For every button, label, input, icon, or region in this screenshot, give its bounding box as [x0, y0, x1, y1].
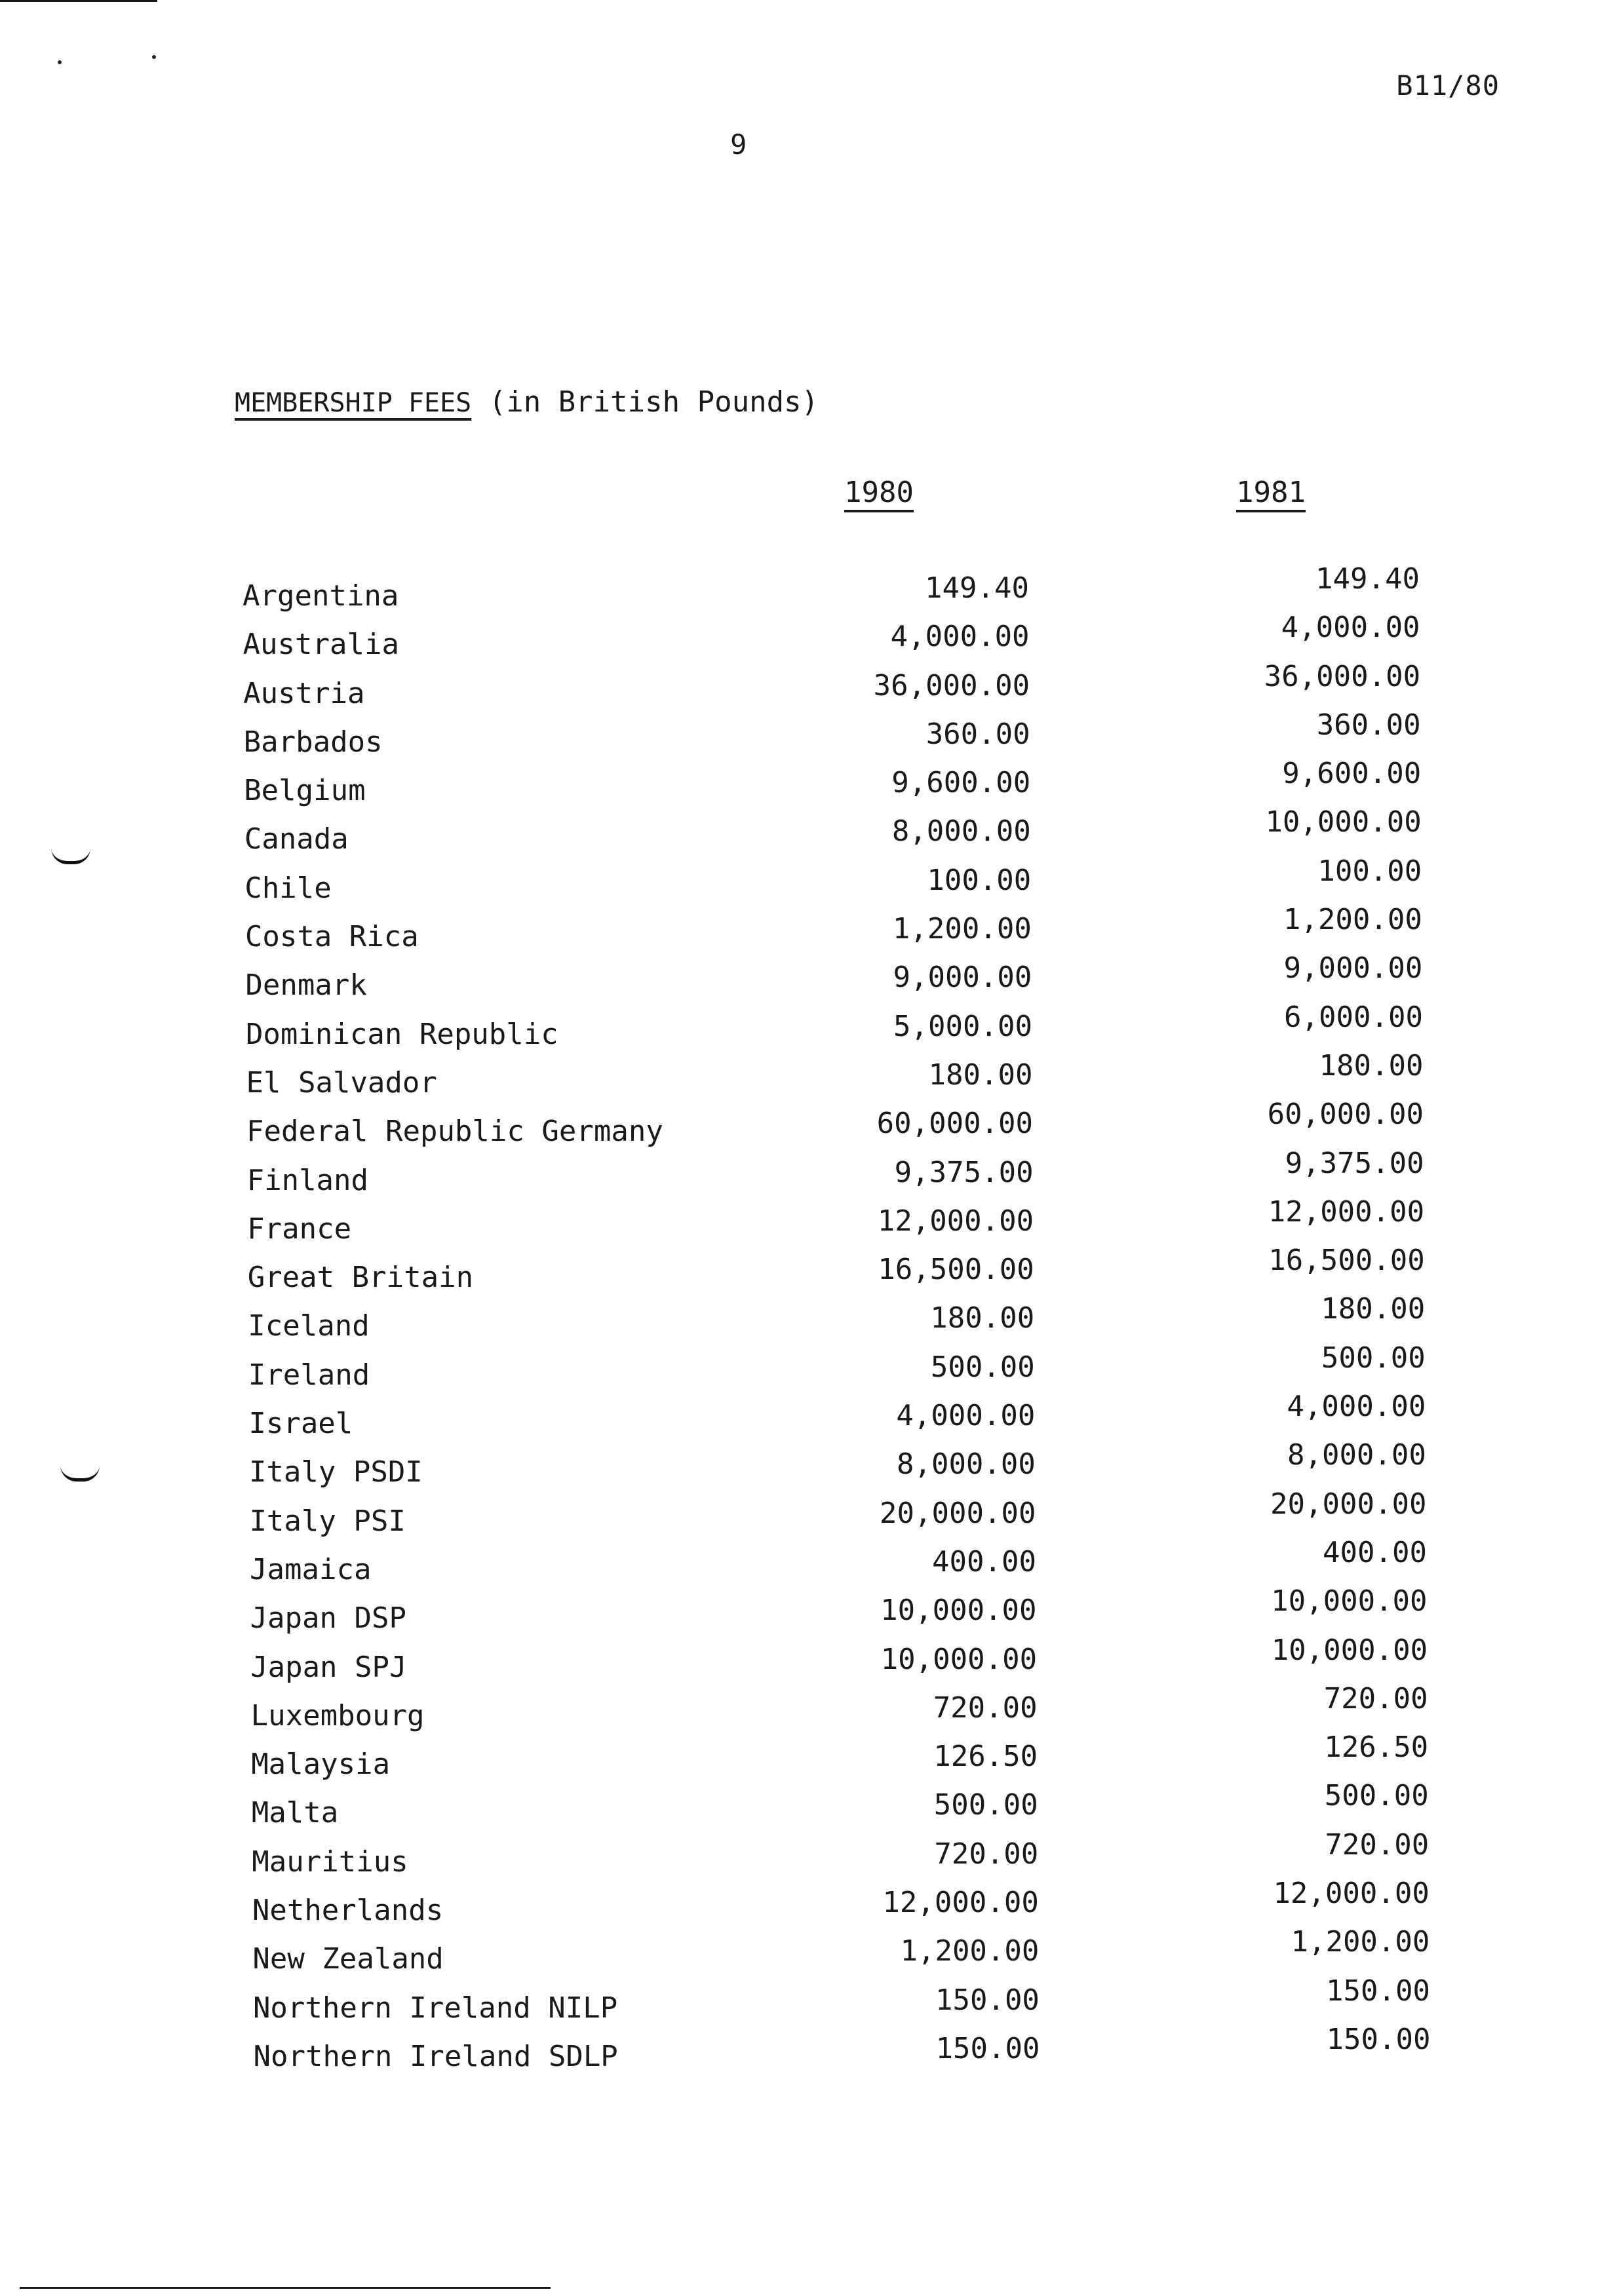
fee-1980: 60,000.00 — [876, 1107, 1034, 1141]
table-heading — [235, 385, 819, 419]
fee-1981: 1,200.00 — [1283, 903, 1422, 937]
fee-1980: 180.00 — [930, 1301, 1035, 1335]
fee-1980: 36,000.00 — [873, 668, 1030, 702]
fee-1980: 10,000.00 — [880, 1642, 1038, 1676]
fee-1980: 500.00 — [930, 1350, 1035, 1384]
country-name: Israel — [248, 1407, 353, 1441]
fee-1981: 720.00 — [1325, 1827, 1430, 1862]
fee-1981: 9,600.00 — [1282, 757, 1422, 791]
heading-title: MEMBERSHIP FEES — [235, 388, 472, 418]
fee-1980: 360.00 — [925, 717, 1030, 751]
fee-1980: 150.00 — [935, 1983, 1040, 2017]
fee-1980: 1,200.00 — [900, 1934, 1040, 1968]
column-header-1981: 1981 — [1236, 476, 1306, 509]
fee-1980: 8,000.00 — [891, 814, 1031, 849]
document-reference: B11/80 — [1396, 69, 1500, 102]
fee-1981: 360.00 — [1316, 708, 1421, 742]
country-name: Italy PSDI — [248, 1455, 423, 1489]
country-name: Costa Rica — [244, 920, 419, 954]
country-name: Federal Republic Germany — [246, 1115, 663, 1149]
scan-speck — [58, 60, 62, 64]
country-name: El Salvador — [246, 1065, 437, 1100]
fee-1981: 720.00 — [1323, 1681, 1428, 1715]
fee-1981: 20,000.00 — [1270, 1487, 1427, 1521]
fee-1981: 180.00 — [1319, 1048, 1424, 1082]
fee-1981: 500.00 — [1324, 1779, 1429, 1813]
scan-edge-top — [0, 0, 157, 2]
fee-1980: 5,000.00 — [893, 1009, 1032, 1043]
country-name: Malta — [251, 1796, 339, 1830]
fee-1980: 400.00 — [932, 1544, 1036, 1578]
country-name: Denmark — [245, 968, 367, 1003]
country-name: Belgium — [244, 774, 366, 808]
fee-1980: 10,000.00 — [880, 1594, 1037, 1628]
country-name: Finland — [246, 1163, 369, 1197]
country-name: Japan SPJ — [250, 1650, 407, 1684]
country-name: Northern Ireland SDLP — [253, 2039, 618, 2073]
country-name: Ireland — [248, 1358, 370, 1392]
fee-1980: 149.40 — [925, 571, 1029, 605]
fee-1980: 12,000.00 — [877, 1204, 1034, 1238]
fee-1980: 16,500.00 — [878, 1253, 1034, 1287]
fee-1980: 100.00 — [927, 863, 1032, 897]
fee-1981: 6,000.00 — [1284, 1000, 1423, 1034]
fee-1980: 9,600.00 — [891, 766, 1031, 800]
country-name: Italy PSI — [249, 1504, 406, 1538]
fee-1981: 1,200.00 — [1291, 1925, 1430, 1959]
fee-1981: 9,000.00 — [1283, 951, 1423, 985]
fee-1980: 150.00 — [935, 2031, 1040, 2065]
country-name: Australia — [243, 628, 399, 662]
country-name: Luxembourg — [250, 1698, 425, 1732]
country-name: Canada — [244, 822, 349, 856]
fee-1981: 4,000.00 — [1281, 611, 1420, 645]
fee-1980: 720.00 — [933, 1691, 1038, 1725]
fee-1980: 12,000.00 — [882, 1886, 1039, 1920]
country-name: Mauritius — [252, 1845, 408, 1879]
fee-1981: 10,000.00 — [1265, 805, 1422, 839]
scan-edge-bottom — [20, 2287, 551, 2289]
country-name: France — [247, 1212, 352, 1246]
fee-1980: 126.50 — [933, 1740, 1038, 1774]
fee-1981: 500.00 — [1321, 1341, 1426, 1375]
country-name: Netherlands — [252, 1894, 444, 1928]
fee-1981: 4,000.00 — [1287, 1390, 1426, 1424]
fee-1981: 10,000.00 — [1271, 1633, 1428, 1667]
fee-1981: 16,500.00 — [1268, 1244, 1425, 1278]
fee-1981: 150.00 — [1326, 2022, 1431, 2056]
fee-1981: 12,000.00 — [1273, 1877, 1430, 1911]
fee-1981: 12,000.00 — [1268, 1195, 1425, 1229]
country-name: Iceland — [248, 1309, 370, 1343]
fee-1981: 60,000.00 — [1267, 1098, 1424, 1132]
country-name: Jamaica — [250, 1552, 372, 1586]
country-name: New Zealand — [252, 1942, 444, 1976]
fee-1981: 149.40 — [1315, 562, 1420, 596]
fees-table — [243, 562, 1431, 2080]
country-name: Austria — [243, 676, 365, 710]
column-header-1980: 1980 — [844, 476, 914, 509]
country-name: Barbados — [243, 725, 383, 759]
fee-1980: 20,000.00 — [880, 1496, 1036, 1530]
punch-hole-mark — [51, 848, 90, 864]
fee-1981: 126.50 — [1324, 1731, 1429, 1765]
country-name: Northern Ireland NILP — [252, 1991, 618, 2025]
scan-speck — [152, 55, 156, 59]
fee-1980: 720.00 — [934, 1837, 1039, 1871]
fee-1981: 100.00 — [1317, 854, 1422, 888]
fee-1980: 180.00 — [928, 1058, 1033, 1092]
country-name: Argentina — [243, 579, 399, 613]
fee-1980: 4,000.00 — [890, 620, 1030, 654]
fee-1980: 8,000.00 — [896, 1447, 1036, 1482]
fee-1981: 8,000.00 — [1287, 1438, 1426, 1472]
country-name: Japan DSP — [250, 1601, 406, 1636]
country-name: Dominican Republic — [245, 1017, 558, 1051]
fee-1981: 10,000.00 — [1271, 1584, 1428, 1618]
table-row — [253, 2022, 1431, 2080]
country-name: Chile — [244, 871, 332, 905]
heading-subtitle: (in British Pounds) — [488, 385, 819, 419]
fee-1980: 1,200.00 — [892, 912, 1032, 946]
fee-1981: 180.00 — [1321, 1292, 1426, 1326]
fee-1981: 36,000.00 — [1264, 659, 1421, 693]
page-number: 9 — [730, 128, 747, 161]
fee-1981: 150.00 — [1325, 1974, 1430, 2008]
fee-1980: 4,000.00 — [896, 1399, 1036, 1433]
fee-1981: 9,375.00 — [1285, 1146, 1424, 1180]
country-name: Great Britain — [247, 1261, 474, 1295]
fee-1980: 500.00 — [933, 1788, 1038, 1822]
punch-hole-mark — [60, 1465, 100, 1482]
fee-1981: 400.00 — [1323, 1535, 1427, 1569]
fee-1980: 9,375.00 — [894, 1155, 1034, 1189]
country-name: Malaysia — [251, 1748, 391, 1782]
fee-1980: 9,000.00 — [893, 961, 1032, 995]
